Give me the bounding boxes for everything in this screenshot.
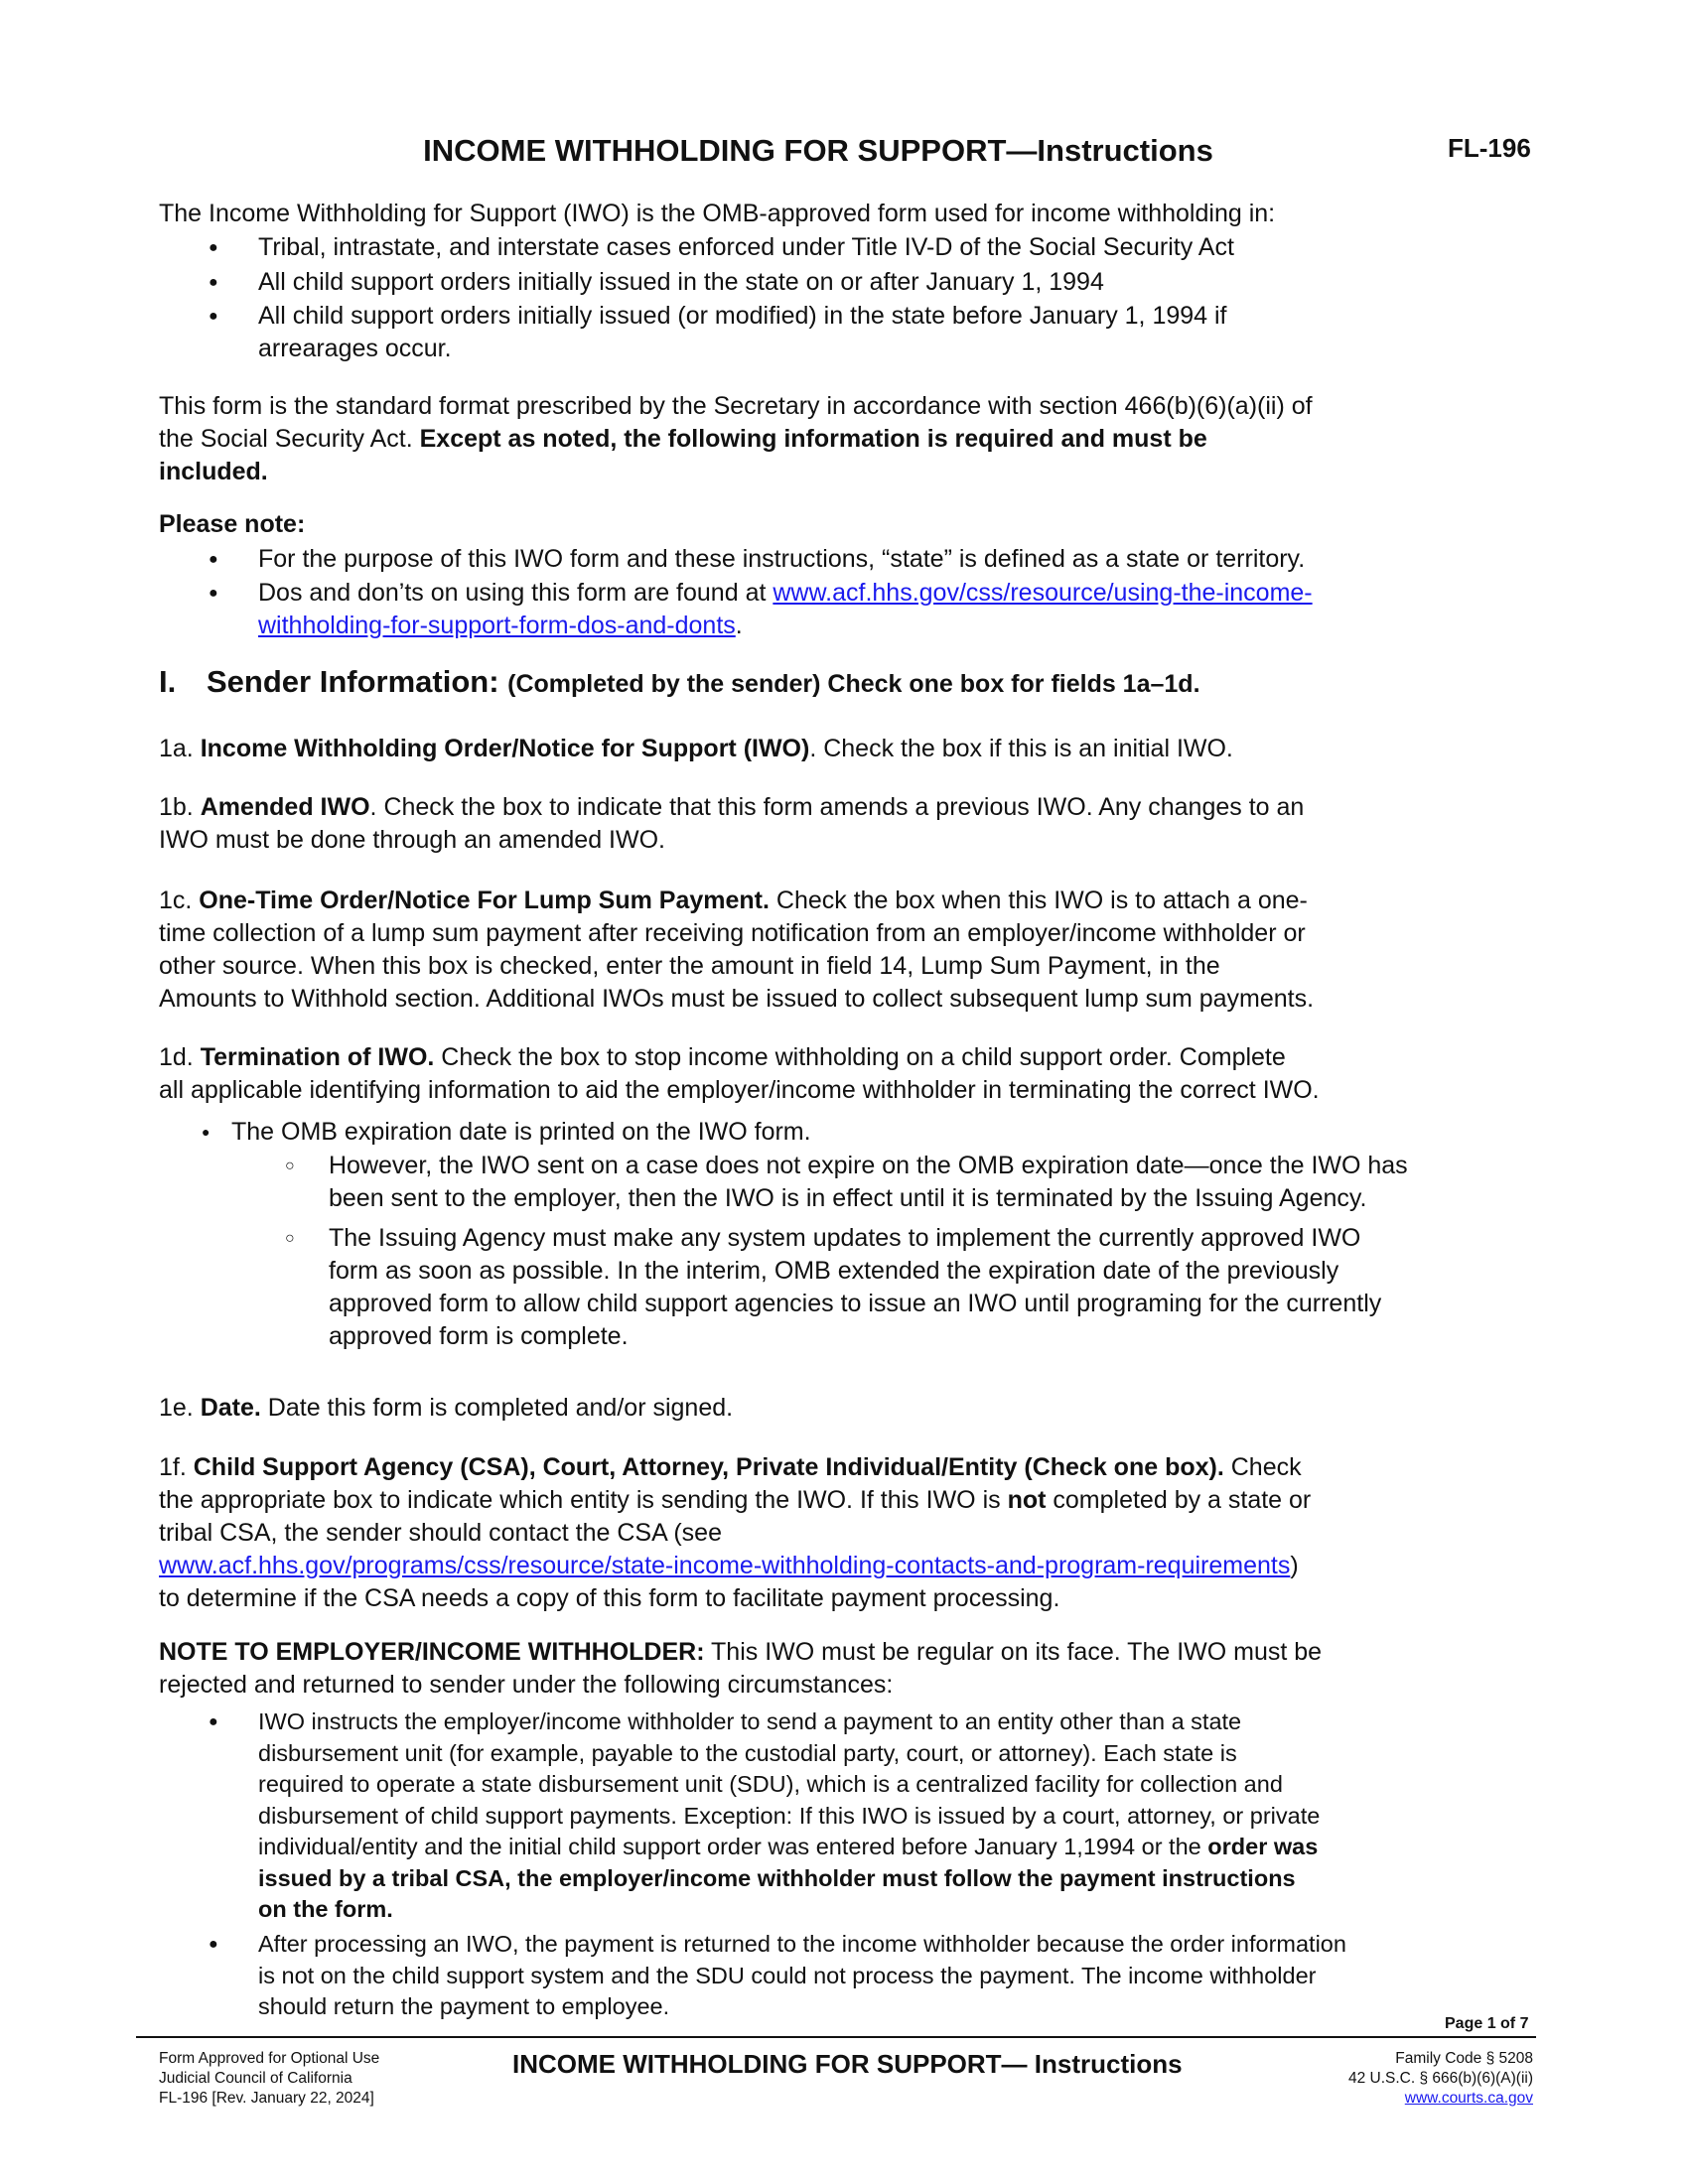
footer-approval: Form Approved for Optional Use — [159, 2050, 380, 2067]
text: However, the IWO sent on a case does not expire on the OMB expiration date—once the IWO has been sent to the employer, then the IWO is in effect until it is terminated by the Issuing Agency. — [329, 1152, 1408, 1212]
list-item — [258, 231, 1668, 264]
text: . — [735, 612, 743, 639]
text: This IWO must be regular on its face. The IWO must be rejected and returned to sender under the following circumstances: — [159, 1638, 1323, 1699]
list-item — [258, 300, 1668, 365]
list-item — [258, 266, 1668, 299]
text: This form is the standard format prescribed by the Secretary in accordance with section 466(b)(6)(a)(ii) of the Social Security Act. — [159, 392, 1313, 453]
list-item — [329, 1222, 1688, 1353]
text: All child support orders initially issued (or modified) in the state before January 1, 1994 if arrearages occur. — [258, 302, 1227, 362]
footer-council: Judicial Council of California — [159, 2070, 352, 2087]
text: . Check the box to indicate that this form amends a previous IWO. Any changes to an IWO must be done through an amended IWO. — [159, 793, 1305, 854]
form-number: FL-196 — [1448, 133, 1531, 163]
text: 1b. — [159, 793, 201, 821]
bold-text: Please note: — [159, 510, 306, 538]
paragraph — [159, 390, 1569, 488]
list-item — [258, 1929, 1668, 2023]
text: 1d. — [159, 1043, 201, 1071]
bold-text: Termination of IWO. — [200, 1043, 435, 1071]
hyperlink[interactable]: www.acf.hhs.gov/css/resource/using-the-income- withholding-for-support-form-dos-and-donts — [258, 579, 1313, 639]
paragraph — [159, 1392, 1569, 1425]
bold-text: NOTE TO EMPLOYER/INCOME WITHHOLDER: — [159, 1638, 705, 1666]
bold-text: Income Withholding Order/Notice for Support (IWO) — [200, 735, 810, 762]
text: The Issuing Agency must make any system updates to implement the currently approved IWO form as soon as possible. In the interim, OMB extended the expiration date of the previously approved form to allow child support agencies to issue an IWO until programing for the currently approved form is complete. — [329, 1224, 1382, 1350]
text: IWO instructs the employer/income withholder to send a payment to an entity other than a state disbursement unit (for example, payable to the custodial party, court, or attorney). Each state is required to operate a state disbursement unit (SDU), which is a centralized facility for collection and disbursement of child support payments. Exception: If this IWO is issued by a court, attorney, or private individual/entity and the initial child support order was entered before January 1,1994 or the — [258, 1708, 1321, 1859]
text: 1e. — [159, 1394, 201, 1422]
footer-right — [1348, 2049, 1533, 2109]
paragraph — [159, 1041, 1569, 1107]
section-title: Sender Information: — [207, 664, 508, 699]
hyperlink[interactable]: www.acf.hhs.gov/programs/css/resource/state-income-withholding-contacts-and-program-requirements — [159, 1552, 1291, 1579]
paragraph — [159, 1451, 1569, 1615]
bold-text: order was issued by a tribal CSA, the employer/income withholder must follow the payment instructions on the form. — [258, 1834, 1319, 1922]
text: . Check the box if this is an initial IWO. — [809, 735, 1233, 762]
paragraph — [159, 885, 1569, 1016]
text: 1c. — [159, 887, 200, 914]
text: Check the box when this IWO is to attach a one- time collection of a lump sum payment after receiving notification from an employer/income withholder or other source. When this box is checked, enter the amount in field 14, Lump Sum Payment, in the Amounts to Withhold section. Additional IWOs must be issued to collect subsequent lump sum payments. — [159, 887, 1315, 1013]
list-item — [329, 1150, 1688, 1215]
text: ) to determine if the CSA needs a copy of this form to facilitate payment processing. — [159, 1552, 1299, 1612]
footer-usc: 42 U.S.C. § 666(b)(6)(A)(ii) — [1347, 2070, 1533, 2087]
paragraph — [159, 1636, 1569, 1702]
courts-link[interactable]: www.courts.ca.gov — [1404, 2090, 1533, 2107]
text: Check the appropriate box to indicate which entity is sending the IWO. If this IWO is — [159, 1453, 1302, 1514]
footer-left — [159, 2049, 379, 2109]
footer-title: INCOME WITHHOLDING FOR SUPPORT— Instructions — [512, 2049, 1183, 2079]
text: For the purpose of this IWO form and these instructions, “state” is defined as a state or territory. — [258, 545, 1306, 573]
paragraph — [159, 508, 1569, 541]
footer-divider — [136, 2036, 1536, 2038]
footer-revision: FL-196 [Rev. January 22, 2024] — [159, 2090, 374, 2107]
bold-text: One-Time Order/Notice For Lump Sum Payment. — [199, 887, 770, 914]
text: 1a. — [159, 735, 201, 762]
list-item — [258, 1706, 1668, 1926]
section-heading — [159, 665, 1569, 701]
text: The Income Withholding for Support (IWO) is the OMB-approved form used for income withholding in: — [159, 200, 1276, 227]
text: All child support orders initially issued in the state on or after January 1, 1994 — [258, 268, 1104, 296]
text: Check the box to stop income withholding on a child support order. Complete all applicable identifying information to aid the employer/income withholder in terminating the correct IWO. — [159, 1043, 1320, 1104]
bold-text: Amended IWO — [200, 793, 370, 821]
bold-text: Except as noted, the following information is required and must be included. — [159, 425, 1207, 485]
section-number: I. — [159, 664, 177, 699]
bold-text: Date. — [200, 1394, 261, 1422]
text: Dos and don’ts on using this form are found at — [258, 579, 774, 607]
page-title: INCOME WITHHOLDING FOR SUPPORT—Instructions — [423, 133, 1213, 168]
list-item — [231, 1116, 1641, 1149]
text: completed by a state or tribal CSA, the sender should contact the CSA (see — [159, 1486, 1312, 1547]
paragraph — [159, 733, 1569, 765]
list-item — [258, 577, 1668, 642]
list-item — [258, 543, 1668, 576]
bold-text: Child Support Agency (CSA), Court, Attorney, Private Individual/Entity (Check one box). — [193, 1453, 1224, 1481]
text: Tribal, intrastate, and interstate cases enforced under Title IV-D of the Social Security Act — [258, 233, 1234, 261]
text: Date this form is completed and/or signed. — [260, 1394, 734, 1422]
paragraph — [159, 791, 1569, 857]
text: The OMB expiration date is printed on the IWO form. — [231, 1118, 811, 1146]
text: 1f. — [159, 1453, 194, 1481]
paragraph — [159, 198, 1569, 230]
bold-text: (Completed by the sender) Check one box for fields 1a–1d. — [507, 670, 1200, 698]
footer-family-code: Family Code § 5208 — [1395, 2050, 1533, 2067]
page-number: Page 1 of 7 — [1445, 2015, 1529, 2032]
text: After processing an IWO, the payment is returned to the income withholder because the order information is not on the child support system and the SDU could not process the payment. The income withholder should return the payment to employee. — [258, 1931, 1346, 2019]
bold-text: not — [1007, 1486, 1047, 1514]
